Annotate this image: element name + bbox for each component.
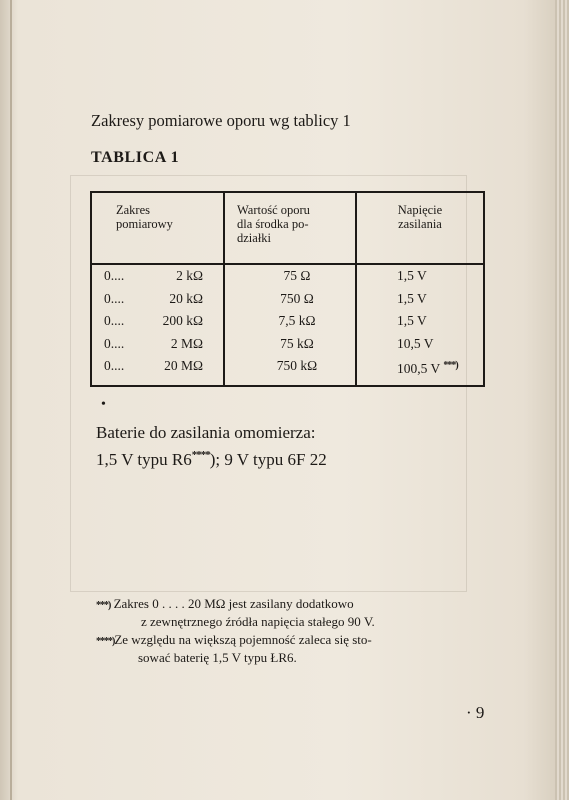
footnote-ref: **** <box>191 449 210 461</box>
table-row: 0.... 2 kΩ <box>104 268 203 283</box>
table-body-row <box>91 264 484 386</box>
batteries-heading: Baterie do zasilania omomierza: <box>96 423 316 442</box>
binding-spine <box>10 0 12 800</box>
page-heading: Zakresy pomiarowe oporu wg tablicy 1 <box>91 111 351 130</box>
header-range: Zakres pomiarowy <box>91 192 224 264</box>
mid-value-column: 75 Ω 750 Ω 7,5 kΩ 75 kΩ 750 kΩ <box>224 264 356 386</box>
header-voltage: Napięcie zasilania <box>356 192 484 264</box>
resistance-ranges-table <box>90 191 485 387</box>
footnote-2: ****)Ze względu na większą pojemność zaleca się sto- sować baterię 1,5 V typu ŁR6. <box>96 632 372 665</box>
voltage-column: 1,5 V 1,5 V 1,5 V 10,5 V 100,5 V ***) <box>356 264 484 386</box>
table-row: 0.... 20 MΩ <box>104 358 203 373</box>
page-edges <box>555 0 569 800</box>
table-row: 0.... 2 MΩ <box>104 335 203 351</box>
header-mid-value: Wartość oporu dla środka po- działki <box>224 192 356 264</box>
table-label: TABLICA 1 <box>91 149 180 166</box>
page-number: · 9 <box>466 703 485 722</box>
table-row: 0.... 20 kΩ <box>104 290 203 306</box>
footnote-ref: ***) <box>443 360 458 371</box>
table-header-row <box>91 192 484 264</box>
footnote-1: ***) Zakres 0 . . . . 20 MΩ jest zasilany dodatkowo z zewnętrznego źródła napięcia stałego 90 V. <box>96 596 375 629</box>
batteries-line: 1,5 V typu R6****); 9 V typu 6F 22 <box>96 449 327 469</box>
stray-dot: • <box>101 397 106 412</box>
table-row: 0.... 200 kΩ <box>104 313 203 328</box>
range-column <box>91 264 224 386</box>
